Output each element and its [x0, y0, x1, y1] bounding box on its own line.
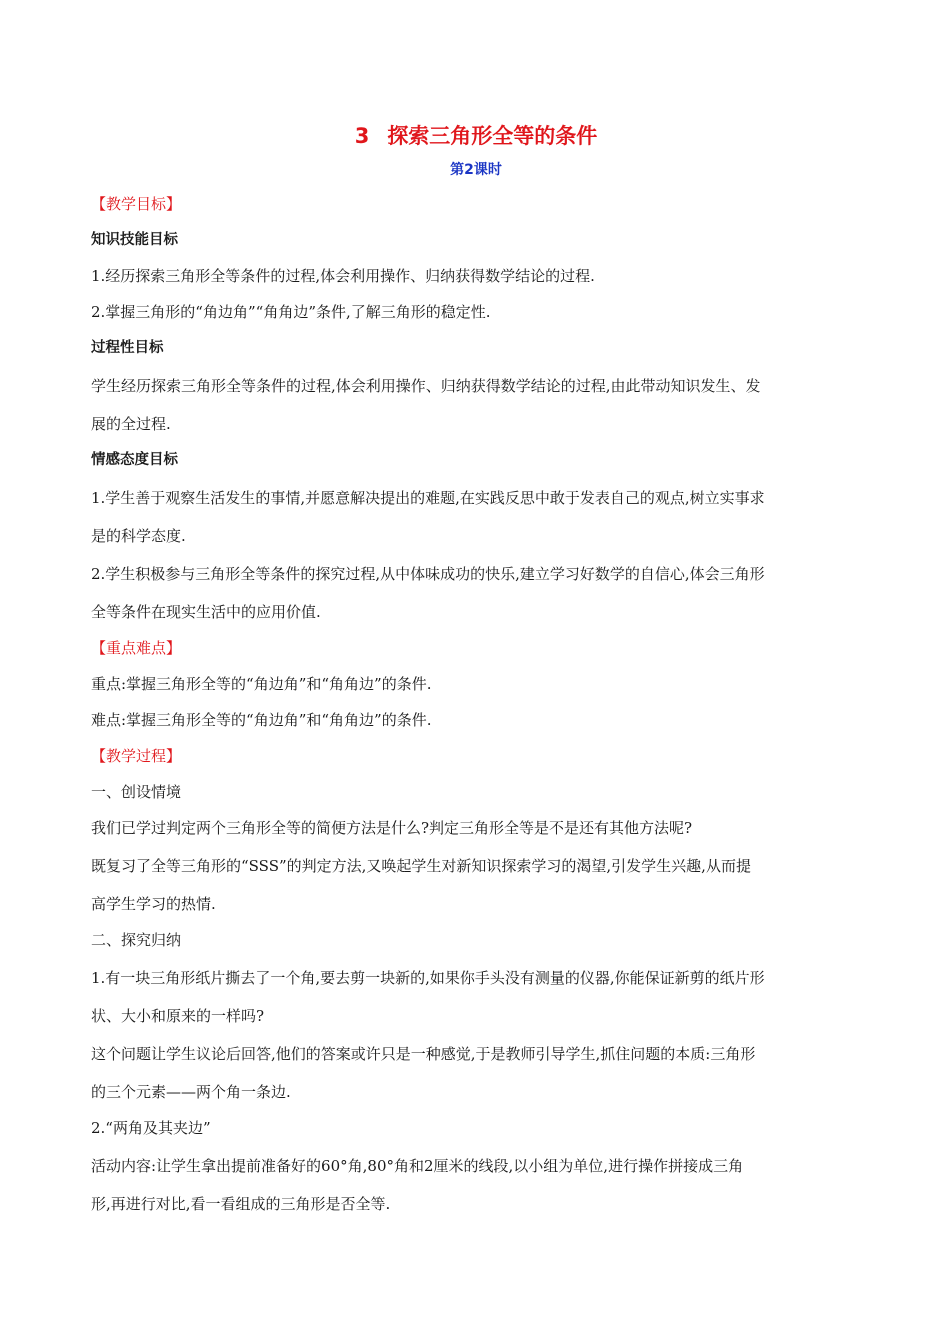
knowledge-goal-2: 2.掌握三角形的“角边角”“角角边”条件,了解三角形的稳定性. [91, 303, 491, 321]
lesson-title [91, 118, 861, 154]
step1-note-line-2: 高学生学习的热情. [91, 895, 216, 913]
process-goal-heading: 过程性目标 [91, 340, 164, 356]
section-key-points: 【重点难点】 [91, 639, 182, 657]
key-point: 重点:掌握三角形全等的“角边角”和“角角边”的条件. [91, 675, 432, 693]
document-page [91, 118, 861, 1222]
step2-answer1-line-1: 这个问题让学生议论后回答,他们的答案或许只是一种感觉,于是教师引导学生,抓住问题的本质:三角形 [91, 1045, 756, 1063]
section-teaching-process: 【教学过程】 [91, 747, 182, 765]
lesson-title-text: 探索三角形全等的条件 [387, 124, 598, 148]
step2-heading: 二、探究归纳 [91, 931, 182, 949]
emotion-goal-1-line-2: 是的科学态度. [91, 527, 186, 545]
lesson-subtitle: 第2课时 [450, 162, 502, 178]
step2-question2: 2.“两角及其夹边” [91, 1119, 211, 1137]
step2-activity-line-2: 形,再进行对比,看一看组成的三角形是否全等. [91, 1195, 391, 1213]
step1-note-line-1: 既复习了全等三角形的“SSS”的判定方法,又唤起学生对新知识探索学习的渴望,引发学生兴趣,从而提 [91, 857, 751, 875]
step2-activity-line-1: 活动内容:让学生拿出提前准备好的60°角,80°角和2厘米的线段,以小组为单位,进行操作拼接成三角 [91, 1157, 744, 1175]
emotion-goal-1-line-1: 1.学生善于观察生活发生的事情,并愿意解决提出的难题,在实践反思中敢于发表自己的观点,树立实事求 [91, 489, 765, 507]
emotion-goal-2-line-1: 2.学生积极参与三角形全等条件的探究过程,从中体味成功的快乐,建立学习好数学的自信心,体会三角形 [91, 565, 765, 583]
difficult-point: 难点:掌握三角形全等的“角边角”和“角角边”的条件. [91, 711, 432, 729]
process-goal-line-2: 展的全过程. [91, 415, 171, 433]
lesson-number: 3 [354, 124, 370, 148]
emotion-goal-2-line-2: 全等条件在现实生活中的应用价值. [91, 603, 321, 621]
step1-heading: 一、创设情境 [91, 783, 182, 801]
knowledge-goal-heading: 知识技能目标 [91, 232, 178, 248]
step1-question: 我们已学过判定两个三角形全等的简便方法是什么?判定三角形全等是不是还有其他方法呢? [91, 819, 693, 837]
step2-question1-line-1: 1.有一块三角形纸片撕去了一个角,要去剪一块新的,如果你手头没有测量的仪器,你能保证新剪的纸片形 [91, 969, 765, 987]
step2-answer1-line-2: 的三个元素——两个角一条边. [91, 1083, 291, 1101]
process-goal-line-1: 学生经历探索三角形全等条件的过程,体会利用操作、归纳获得数学结论的过程,由此带动知识发生、发 [91, 377, 761, 395]
knowledge-goal-1: 1.经历探索三角形全等条件的过程,体会利用操作、归纳获得数学结论的过程. [91, 267, 595, 285]
step2-question1-line-2: 状、大小和原来的一样吗? [91, 1007, 265, 1025]
section-teaching-goals: 【教学目标】 [91, 195, 182, 213]
emotion-goal-heading: 情感态度目标 [91, 452, 178, 468]
